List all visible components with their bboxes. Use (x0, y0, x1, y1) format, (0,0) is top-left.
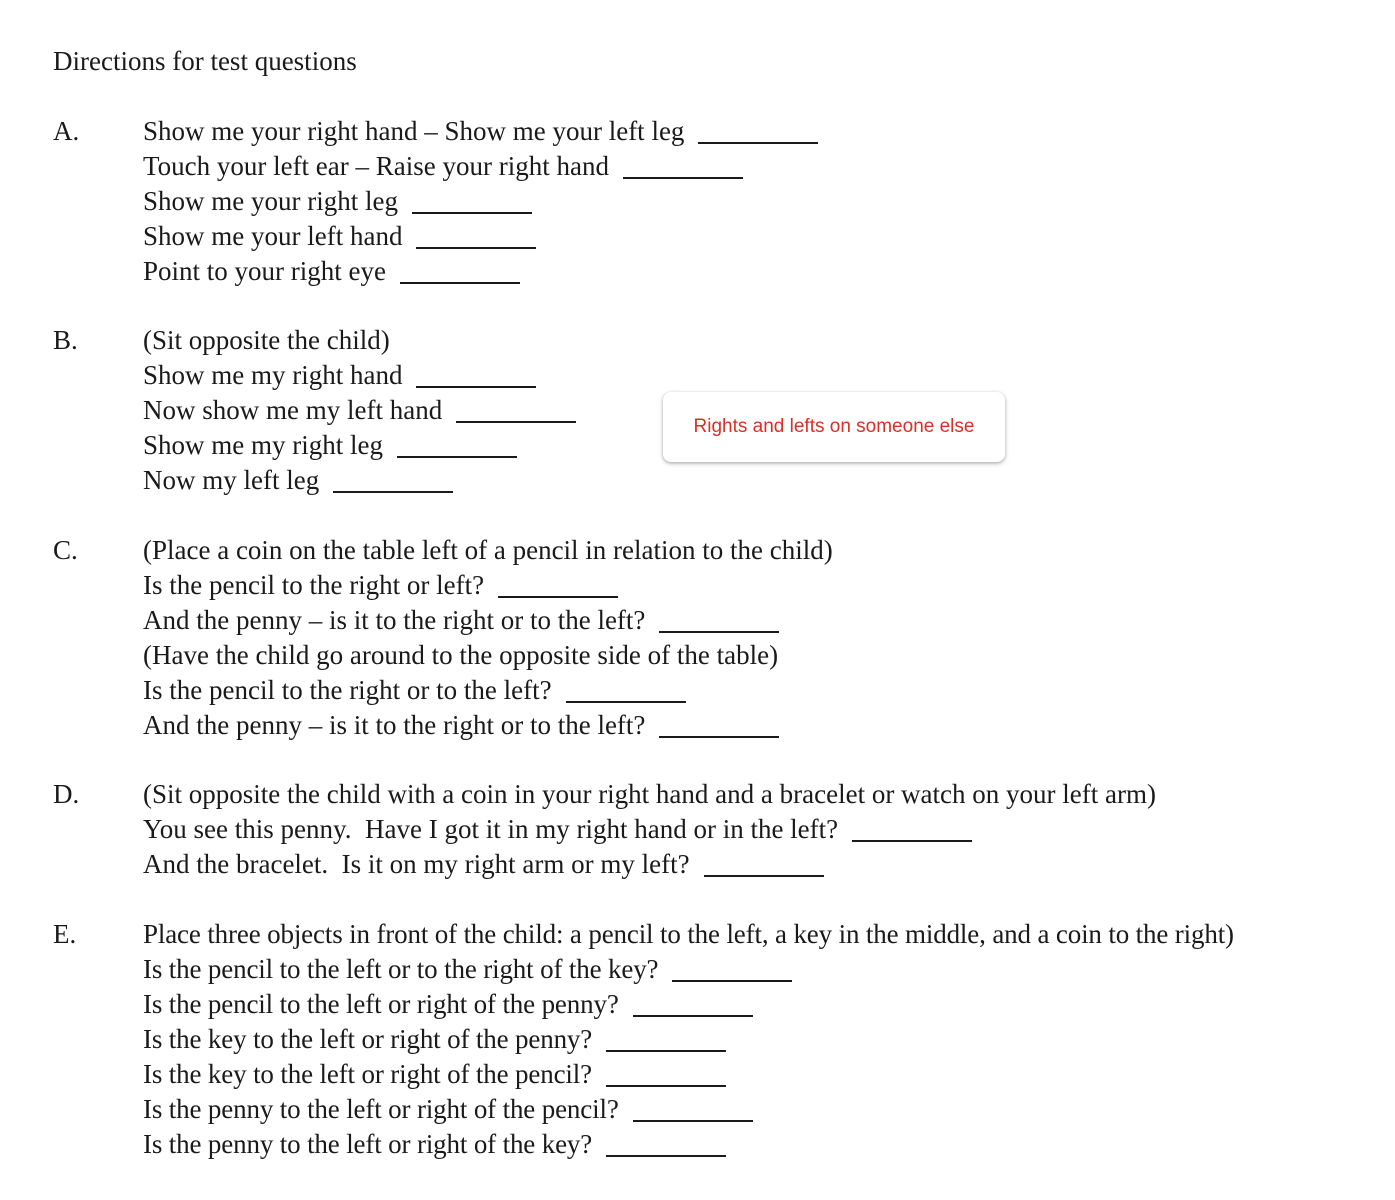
answer-blank (659, 611, 779, 633)
question-line (143, 114, 818, 149)
question-line (143, 358, 576, 393)
question-text: Is the penny to the left or right of the pencil? (143, 1094, 619, 1124)
question-text: And the bracelet. Is it on my right arm or my left? (143, 849, 690, 879)
answer-blank (333, 471, 453, 493)
answer-blank (412, 192, 532, 214)
answer-blank (623, 157, 743, 179)
question-text: Is the key to the left or right of the pencil? (143, 1059, 592, 1089)
question-line (143, 393, 576, 428)
instruction-text: (Place a coin on the table left of a pencil in relation to the child) (143, 535, 833, 565)
section-questions (143, 917, 1234, 1162)
answer-blank (566, 681, 686, 703)
instruction-text: Place three objects in front of the child: a pencil to the left, a key in the middle, and a coin to the right) (143, 919, 1234, 949)
answer-blank (704, 855, 824, 877)
question-text: Show me my right hand (143, 360, 403, 390)
question-text: Show me your left hand (143, 221, 403, 251)
answer-blank (852, 820, 972, 842)
question-text: Now show me my left hand (143, 395, 443, 425)
section-questions (143, 777, 1156, 882)
section-letter: E. (53, 919, 77, 949)
instruction-line (143, 638, 833, 673)
question-line (143, 254, 818, 289)
question-text: Is the penny to the left or right of the key? (143, 1129, 593, 1159)
answer-blank (633, 1100, 753, 1122)
answer-blank (606, 1065, 726, 1087)
question-line (143, 987, 1234, 1022)
question-text: And the penny – is it to the right or to the left? (143, 710, 646, 740)
answer-blank (397, 436, 517, 458)
answer-blank (606, 1030, 726, 1052)
instruction-text: (Sit opposite the child) (143, 325, 390, 355)
question-text: Is the pencil to the left or to the right of the key? (143, 954, 659, 984)
instruction-line (143, 323, 576, 358)
section-letter: A. (53, 116, 80, 146)
answer-blank (416, 366, 536, 388)
question-text: And the penny – is it to the right or to the left? (143, 605, 646, 635)
comment-text: Rights and lefts on someone else (693, 416, 975, 437)
instruction-line (143, 917, 1234, 952)
section-letter: B. (53, 325, 78, 355)
question-line (143, 1127, 1234, 1162)
question-text: Show me my right leg (143, 430, 383, 460)
instruction-line (143, 777, 1156, 812)
question-line (143, 1092, 1234, 1127)
question-line (143, 708, 833, 743)
answer-blank (698, 122, 818, 144)
question-text: You see this penny. Have I got it in my right hand or in the left? (143, 814, 839, 844)
question-line (143, 673, 833, 708)
question-text: Is the pencil to the left or right of the penny? (143, 989, 619, 1019)
instruction-line (143, 533, 833, 568)
question-line (143, 219, 818, 254)
answer-blank (633, 995, 753, 1017)
question-line (143, 1057, 1234, 1092)
section-letter: C. (53, 535, 78, 565)
section-letter: D. (53, 779, 80, 809)
answer-blank (672, 960, 792, 982)
question-text: Touch your left ear – Raise your right hand (143, 151, 609, 181)
question-text: Is the pencil to the right or left? (143, 570, 485, 600)
question-line (143, 812, 1156, 847)
question-text: Is the key to the left or right of the penny? (143, 1024, 593, 1054)
section-questions (143, 114, 818, 289)
question-text: Is the pencil to the right or to the left? (143, 675, 552, 705)
answer-blank (416, 227, 536, 249)
question-line (143, 428, 576, 463)
question-line (143, 463, 576, 498)
instruction-text: (Have the child go around to the opposite side of the table) (143, 640, 779, 670)
question-line (143, 847, 1156, 882)
question-line (143, 149, 818, 184)
answer-blank (400, 262, 520, 284)
comment-bubble[interactable] (663, 392, 1005, 462)
instruction-text: (Sit opposite the child with a coin in your right hand and a bracelet or watch on your left arm) (143, 779, 1156, 809)
question-text: Now my left leg (143, 465, 320, 495)
section-questions (143, 323, 576, 498)
question-text: Point to your right eye (143, 256, 386, 286)
answer-blank (659, 716, 779, 738)
question-line (143, 952, 1234, 987)
question-text: Show me your right leg (143, 186, 398, 216)
question-line (143, 568, 833, 603)
question-line (143, 184, 818, 219)
answer-blank (456, 401, 576, 423)
answer-blank (498, 576, 618, 598)
section-questions (143, 533, 833, 743)
question-line (143, 603, 833, 638)
question-text: Show me your right hand – Show me your left leg (143, 116, 685, 146)
page-title: Directions for test questions (53, 46, 357, 76)
answer-blank (606, 1135, 726, 1157)
question-line (143, 1022, 1234, 1057)
